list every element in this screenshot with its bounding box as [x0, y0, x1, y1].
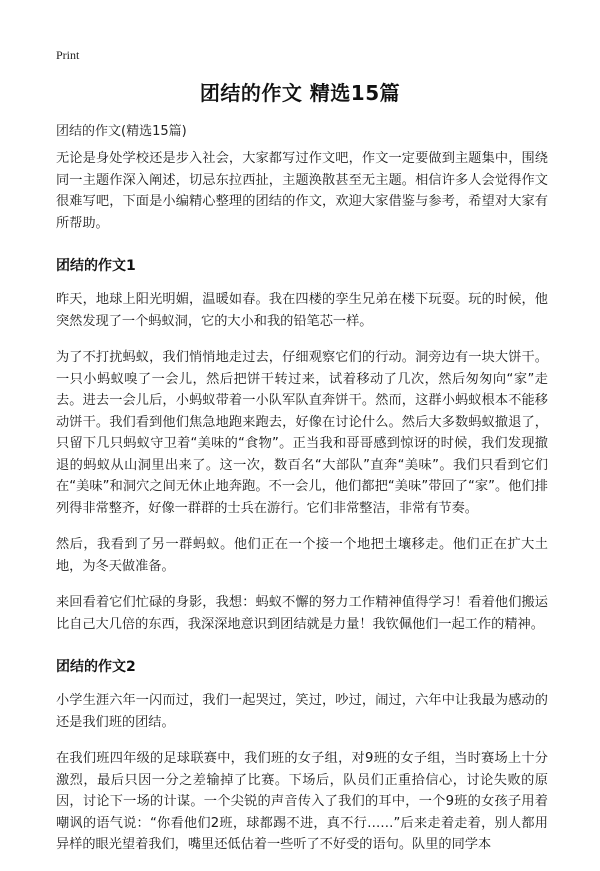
document-subtitle: 团结的作文(精选15篇) — [56, 124, 187, 139]
section-heading-2: 团结的作文2 — [56, 659, 136, 675]
section-2-paragraph-1: 小学生涯六年一闪而过，我们一起哭过，笑过，吵过，闹过，六年中让我最为感动的还是我们班的团结。 — [56, 693, 548, 730]
article-body — [56, 148, 548, 871]
section-1-paragraph-1: 昨天，地球上阳光明媚，温暖如春。我在四楼的孪生兄弟在楼下玩耍。玩的时候，他突然发现了一个蚂蚁洞，它的大小和我的铅笔芯一样。 — [56, 292, 548, 329]
section-1-paragraph-3: 然后，我看到了另一群蚂蚁。他们正在一个接一个地把土壤移走。他们正在扩大土地，为冬天做准备。 — [56, 537, 548, 574]
page-title: 团结的作文 精选15篇 — [199, 81, 401, 105]
section-2-paragraph-2: 在我们班四年级的足球联赛中，我们班的女子组，对9班的女子组，当时赛场上十分激烈，最后只因一分之差输掉了比赛。下场后，队员们正重拾信心，讨论失败的原因，讨论下一场的计谋。一个尖锐的声音传入了我们的耳中，一个9班的女孩子用着嘲讽的语气说：“你看他们2班，球都踢不进，真不行……”后来走着走着，别人都用异样的眼光望着我们，嘴里还低估着一些听了不好受的语句。队里的同学本 — [56, 751, 548, 852]
section-1-paragraph-2: 为了不打扰蚂蚁，我们悄悄地走过去，仔细观察它们的行动。洞旁边有一块大饼干。一只小蚂蚁嗅了一会儿，然后把饼干转过来，试着移动了几次，然后匆匆向“家”走去。进去一会儿后，小蚂蚁带着一小队军队直奔饼干。然而，这群小蚂蚁根本不能移动饼干。我们看到他们焦急地跑来跑去，好像在讨论什么。然后大多数蚂蚁撤退了，只留下几只蚂蚁守卫着“美味的“食物”。正当我和哥哥感到惊讶的时候，我们发现撤退的蚂蚁从山洞里出来了。这一次，数百名“大部队”直奔“美味”。我们只看到它们在“美味”和洞穴之间无休止地奔跑。不一会儿，他们都把“美味”带回了“家”。他们排列得非常整齐，好像一群群的士兵在游行。它们非常整洁，非常有节奏。 — [56, 350, 548, 516]
print-label[interactable]: Print — [56, 48, 80, 62]
section-1-paragraph-4: 来回看着它们忙碌的身影，我想：蚂蚁不懈的努力工作精神值得学习！看着他们搬运比自己大几倍的东西，我深深地意识到团结就是力量！我钦佩他们一起工作的精神。 — [56, 595, 548, 632]
intro-paragraph: 无论是身处学校还是步入社会，大家都写过作文吧，作文一定要做到主题集中，围绕同一主题作深入阐述，切忌东拉西扯，主题涣散甚至无主题。相信许多人会觉得作文很难写吧，下面是小编精心整理的团结的作文，欢迎大家借鉴与参考，希望对大家有所帮助。 — [56, 151, 548, 231]
section-heading-1: 团结的作文1 — [56, 258, 136, 274]
